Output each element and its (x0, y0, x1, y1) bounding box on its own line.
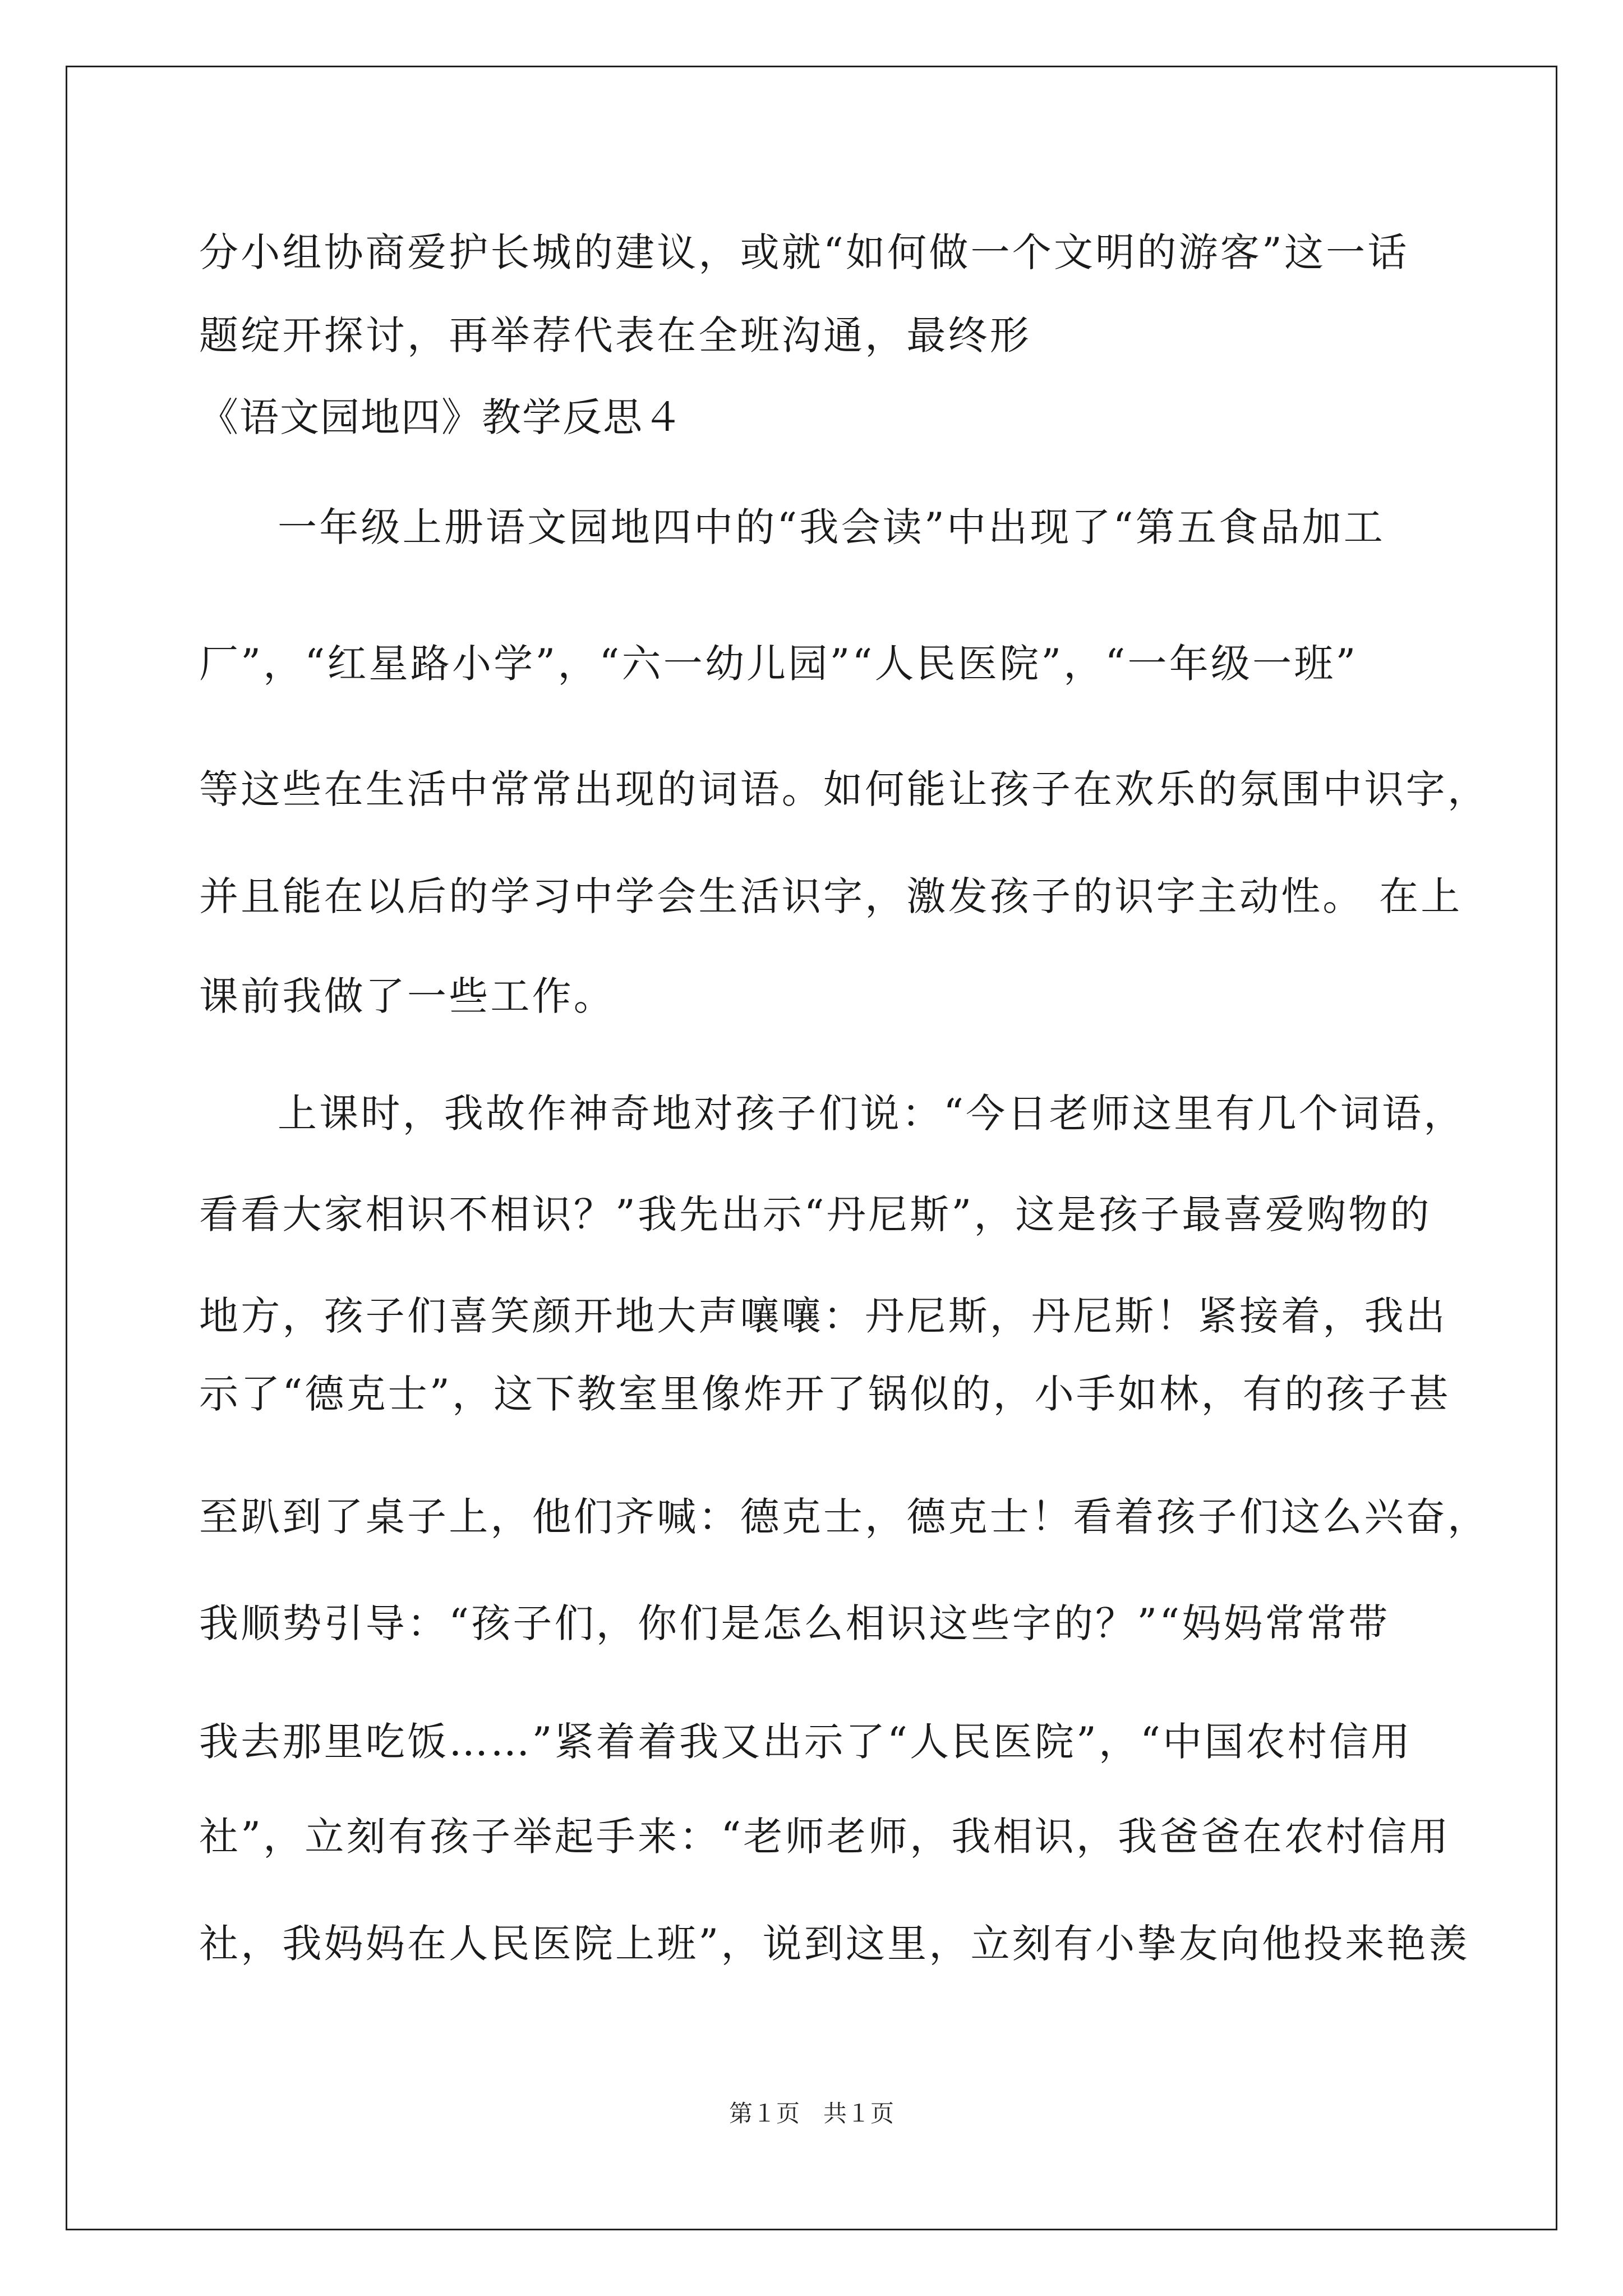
body-text-line: 并且能在以后的学习中学会生活识字，激发孩子的识字主动性。 在上 (199, 873, 1463, 919)
body-text-line: 上课时，我故作神奇地对孩子们说：“今日老师这里有几个词语， (278, 1091, 1465, 1137)
body-text-line: 地方，孩子们喜笑颜开地大声嚷嚷：丹尼斯，丹尼斯！紧接着，我出 (199, 1293, 1447, 1339)
body-text-line: 课前我做了一些工作。 (199, 973, 615, 1019)
body-text-line: 至趴到了桌子上，他们齐喊：德克士，德克士！看着孩子们这么兴奋， (199, 1494, 1490, 1540)
body-text-line: 社，我妈妈在人民医院上班”，说到这里，立刻有小挚友向他投来艳羡 (199, 1921, 1470, 1967)
page-border (66, 66, 1557, 2230)
body-text-line: 看看大家相识不相识？”我先出示“丹尼斯”，这是孩子最喜爱购物的 (199, 1191, 1432, 1237)
section-heading: 《语文园地四》教学反思４ (199, 394, 684, 440)
body-text-line: 厂”，“红星路小学”，“六一幼儿园”“人民医院”，“一年级一班” (199, 641, 1358, 687)
body-text-line: 一年级上册语文园地四中的“我会读”中出现了“第五食品加工 (278, 504, 1385, 550)
body-text-line: 等这些在生活中常常出现的词语。如何能让孩子在欢乐的氛围中识字， (199, 766, 1490, 812)
body-text-line: 示了“德克士”，这下教室里像炸开了锅似的，小手如林，有的孩子甚 (199, 1371, 1451, 1417)
page-number-footer: 第１页 共１页 (728, 2100, 894, 2127)
body-text-line: 我去那里吃饭……”紧着着我又出示了“人民医院”，“中国农村信用 (199, 1719, 1413, 1765)
body-text-line: 题绽开探讨，再举荐代表在全班沟通，最终形 (199, 312, 1031, 358)
body-text-line: 分小组协商爱护长城的建议，或就“如何做一个文明的游客”这一话 (199, 229, 1409, 275)
body-text-line: 我顺势引导：“孩子们，你们是怎么相识这些字的？”“妈妈常常带 (199, 1600, 1390, 1646)
body-text-line: 社”，立刻有孩子举起手来：“老师老师，我相识，我爸爸在农村信用 (199, 1814, 1451, 1860)
